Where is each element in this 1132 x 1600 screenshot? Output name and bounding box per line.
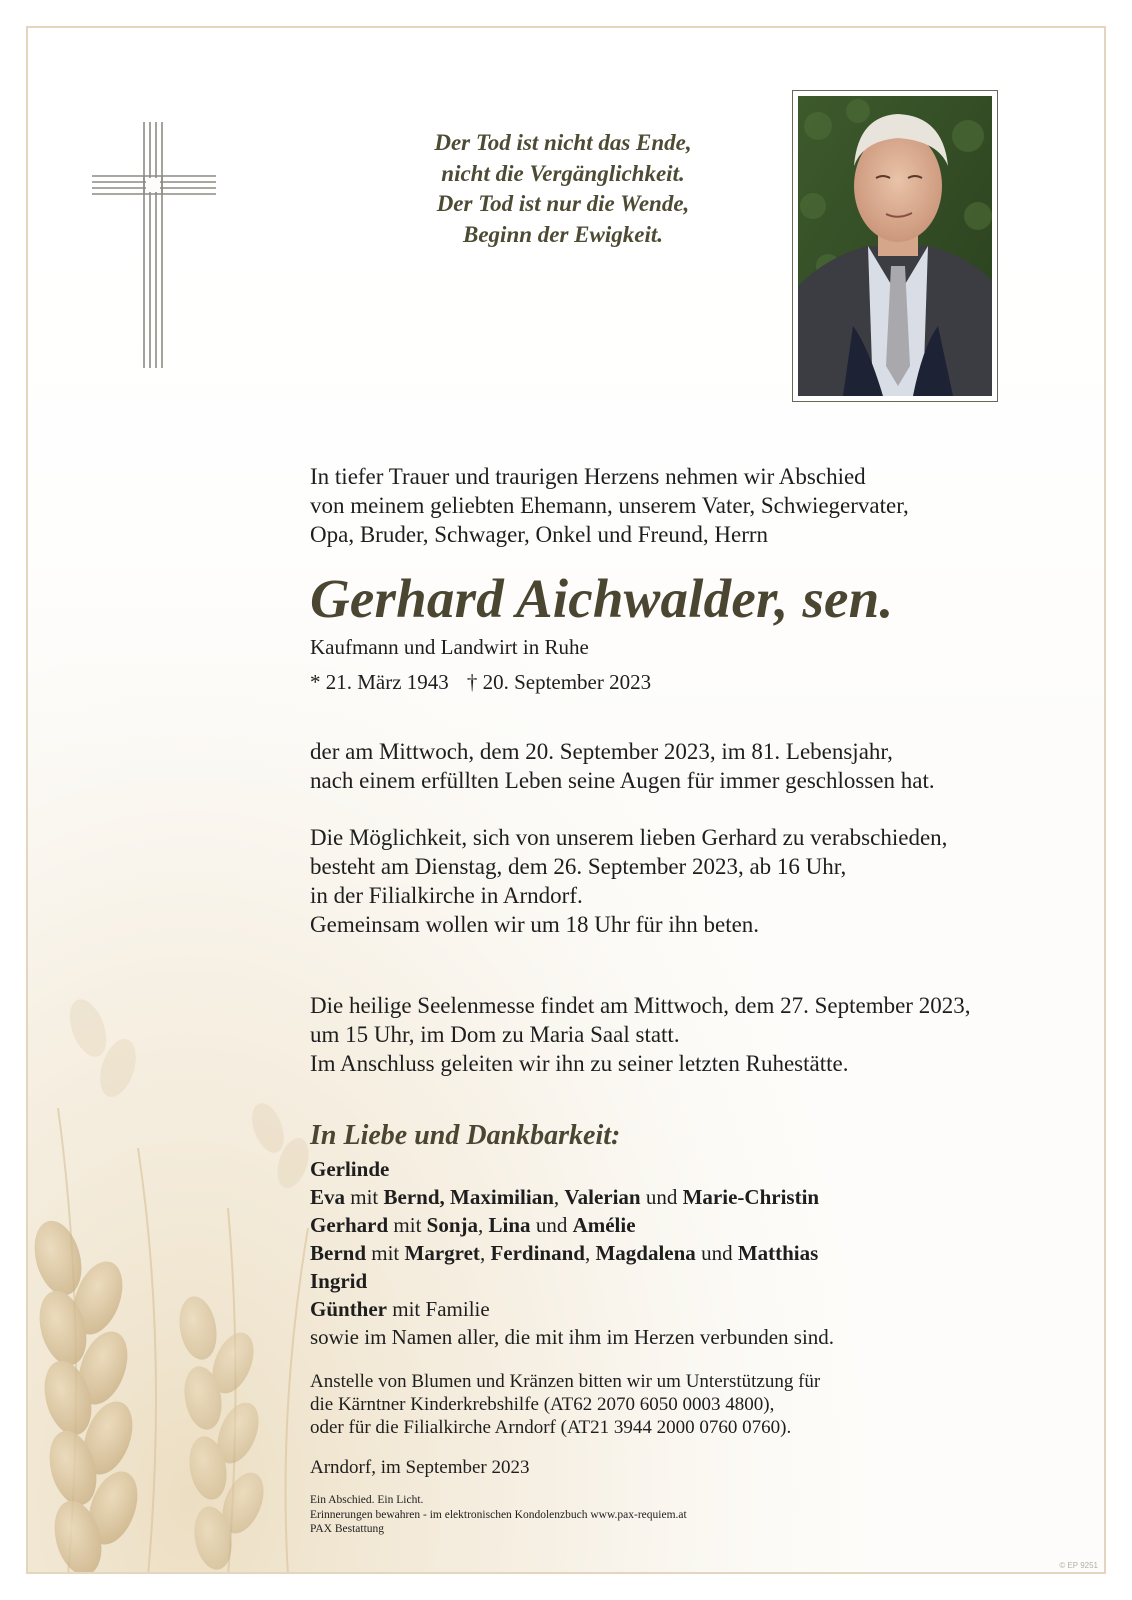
mourner-line <box>310 1267 1070 1295</box>
cross-icon <box>92 122 216 368</box>
mourner-name: Amélie <box>572 1213 636 1237</box>
text-line: Gemeinsam wollen wir um 18 Uhr für ihn beten. <box>310 912 760 937</box>
obituary-card <box>26 26 1106 1574</box>
text-line: Die Möglichkeit, sich von unserem lieben Gerhard zu verabschieden, <box>310 825 948 850</box>
mourner-name: Bernd <box>310 1241 367 1265</box>
connector-text: , <box>478 1213 489 1237</box>
mourner-name: Ferdinand <box>490 1241 585 1265</box>
obituary-text <box>310 462 1070 1537</box>
text-line: der am Mittwoch, dem 20. September 2023, im 81. Lebensjahr, <box>310 739 893 764</box>
memorial-quote <box>368 128 758 250</box>
intro-paragraph <box>310 462 1070 549</box>
connector-text: und <box>640 1185 683 1209</box>
mourner-name: Margret <box>404 1241 480 1265</box>
mourners-heading: In Liebe und Dankbarkeit: <box>310 1120 621 1151</box>
quote-line: Beginn der Ewigkeit. <box>463 221 663 247</box>
mourners-list <box>310 1155 1070 1351</box>
mourner-name: Ingrid <box>310 1269 368 1293</box>
quote-line: Der Tod ist nicht das Ende, <box>434 130 692 155</box>
connector-text: mit <box>388 1213 427 1237</box>
place-and-date: Arndorf, im September 2023 <box>310 1457 530 1478</box>
birth-date: * 21. März 1943 <box>310 670 449 694</box>
mourner-name: Valerian <box>564 1185 641 1209</box>
quote-line: nicht die Vergänglichkeit. <box>441 160 685 186</box>
connector-text: und <box>530 1213 573 1237</box>
mourner-name: Matthias <box>737 1241 819 1265</box>
text-line: in der Filialkirche in Arndorf. <box>310 883 583 908</box>
mourner-name: Gerlinde <box>310 1157 390 1181</box>
text-line: Im Anschluss geleiten wir ihn zu seiner letzten Ruhestätte. <box>310 1051 849 1076</box>
mourner-line <box>310 1211 1070 1239</box>
text-line: oder für die Filialkirche Arndorf (AT21 3944 2000 0760 0760). <box>310 1417 792 1438</box>
print-code: © EP 9251 <box>1059 1561 1098 1570</box>
mourner-line <box>310 1155 1070 1183</box>
mourner-name: Bernd, Maximilian <box>383 1185 554 1209</box>
footer-line: Erinnerungen bewahren - im elektronischen Kondolenzbuch www.pax-requiem.at <box>310 1508 687 1521</box>
connector-text: , <box>553 1185 565 1209</box>
text-line: Die heilige Seelenmesse findet am Mittwoch, dem 27. September 2023, <box>310 993 971 1018</box>
mourner-name: Sonja <box>426 1213 479 1237</box>
connector-text: mit <box>366 1241 405 1265</box>
life-dates <box>310 668 1070 696</box>
mass-paragraph <box>310 991 1070 1078</box>
mourner-name: Eva <box>310 1185 346 1209</box>
mourner-name: Lina <box>488 1213 531 1237</box>
connector-text: , <box>479 1241 491 1265</box>
connector-text: , <box>584 1241 596 1265</box>
quote-line: Der Tod ist nur die Wende, <box>436 191 690 216</box>
mourner-line <box>310 1239 1070 1267</box>
mourner-name: Marie-Christin <box>682 1185 820 1209</box>
text-line: von meinem geliebten Ehemann, unserem Vater, Schwiegervater, <box>310 493 909 518</box>
funeral-home-footer <box>310 1493 1070 1537</box>
mourner-line <box>310 1295 1070 1323</box>
mourner-line <box>310 1183 1070 1211</box>
text-line: Opa, Bruder, Schwager, Onkel und Freund, Herrn <box>310 522 769 547</box>
deceased-name: Gerhard Aichwalder, sen. <box>310 568 894 629</box>
death-date: † 20. September 2023 <box>466 670 652 694</box>
mourner-name: Magdalena <box>595 1241 696 1265</box>
mourner-name: Gerhard <box>310 1213 389 1237</box>
footer-line: Ein Abschied. Ein Licht. <box>310 1494 424 1506</box>
connector-text: mit <box>345 1185 384 1209</box>
text-line: um 15 Uhr, im Dom zu Maria Saal statt. <box>310 1022 680 1047</box>
text-line: nach einem erfüllten Leben seine Augen für immer geschlossen hat. <box>310 768 935 793</box>
connector-text: und <box>695 1241 738 1265</box>
death-paragraph <box>310 737 1070 795</box>
portrait-illustration <box>798 96 992 396</box>
text-line: die Kärntner Kinderkrebshilfe (AT62 2070 6050 0003 4800), <box>310 1394 775 1415</box>
deceased-occupation: Kaufmann und Landwirt in Ruhe <box>310 635 589 659</box>
farewell-paragraph <box>310 823 1070 939</box>
footer-line: PAX Bestattung <box>310 1523 385 1535</box>
text-line: besteht am Dienstag, dem 26. September 2023, ab 16 Uhr, <box>310 854 847 879</box>
text-line: In tiefer Trauer und traurigen Herzens nehmen wir Abschied <box>310 464 866 489</box>
mourner-line: sowie im Namen aller, die mit ihm im Herzen verbunden sind. <box>310 1325 835 1349</box>
donation-paragraph <box>310 1370 1070 1439</box>
text-line: Anstelle von Blumen und Kränzen bitten wir um Unterstützung für <box>310 1371 821 1392</box>
deceased-portrait-photo <box>792 90 998 402</box>
mourner-name: Günther <box>310 1297 388 1321</box>
connector-text: mit Familie <box>387 1297 490 1321</box>
